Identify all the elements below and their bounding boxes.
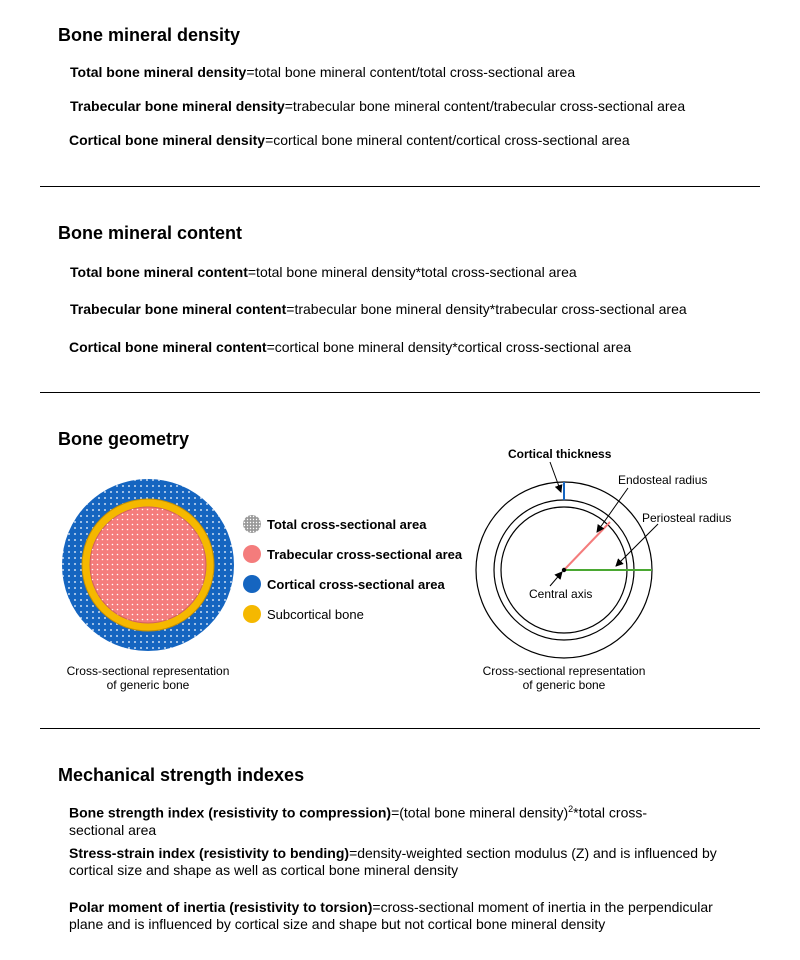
pmi-term: Polar moment of inertia (resistivity to torsion) xyxy=(69,899,373,915)
bsi-exponent: 2 xyxy=(568,804,574,814)
trabecular-bmd-definition: =trabecular bone mineral content/trabecular cross-sectional area xyxy=(284,98,686,114)
trabecular-dot-texture xyxy=(90,507,206,623)
legend-cortical-label: Cortical cross-sectional area xyxy=(267,576,445,592)
endosteal-radius-arrow xyxy=(597,488,628,532)
blue-circle-icon xyxy=(243,575,261,593)
left-caption-line-2: of generic bone xyxy=(106,678,190,692)
dotted-circle-icon xyxy=(243,515,261,533)
left-diagram-caption xyxy=(48,664,248,692)
right-caption-line-1: Cross-sectional representation xyxy=(482,664,646,678)
legend-trabecular-area xyxy=(243,545,462,563)
trabecular-bmc-term: Trabecular bone mineral content xyxy=(70,301,287,317)
total-bmc-definition: =total bone mineral density*total cross-sectional area xyxy=(247,264,577,280)
trabecular-bmd-formula xyxy=(70,98,685,114)
cortical-thickness-label: Cortical thickness xyxy=(508,447,612,461)
section-divider xyxy=(40,728,760,729)
total-bmc-formula xyxy=(70,264,577,280)
legend-cortical-area xyxy=(243,575,445,593)
bsi-definition-part-2: *total cross- xyxy=(573,804,648,821)
cortical-bmc-formula xyxy=(69,339,631,355)
right-diagram-caption xyxy=(464,664,664,692)
central-axis-arrow xyxy=(550,572,562,586)
trabecular-bmc-formula xyxy=(70,301,687,317)
ssi-definition: =density-weighted section modulus (Z) and is influenced by cortical size and shape as well as cortical bone mineral density xyxy=(69,845,717,878)
bsi-term: Bone strength index (resistivity to compression) xyxy=(69,804,392,821)
cortical-bmd-definition: =cortical bone mineral content/cortical cross-sectional area xyxy=(265,132,630,148)
strength-heading: Mechanical strength indexes xyxy=(58,765,305,785)
cortical-bmd-term: Cortical bone mineral density xyxy=(69,132,266,148)
periosteal-radius-label: Periosteal radius xyxy=(642,511,732,525)
bone-geometry-diagram xyxy=(470,440,760,660)
central-axis-label: Central axis xyxy=(529,587,593,601)
pink-circle-icon xyxy=(243,545,261,563)
geometry-heading: Bone geometry xyxy=(58,429,190,449)
legend-subcortical-label: Subcortical bone xyxy=(267,606,364,622)
ssi-term: Stress-strain index (resistivity to bending) xyxy=(69,845,350,861)
trabecular-bmc-definition: =trabecular bone mineral density*trabecular cross-sectional area xyxy=(286,301,687,317)
section-divider xyxy=(40,186,760,187)
trabecular-bmd-term: Trabecular bone mineral density xyxy=(70,98,285,114)
legend-total-label: Total cross-sectional area xyxy=(267,516,427,532)
bsi-definition-part-3: sectional area xyxy=(69,821,157,838)
yellow-circle-icon xyxy=(243,605,261,623)
endosteal-radius-line xyxy=(564,522,610,570)
bsi-definition-part-1: =(total bone mineral density) xyxy=(391,804,569,821)
content-heading: Bone mineral content xyxy=(58,223,243,243)
total-bmd-formula xyxy=(70,64,575,80)
cortical-bmd-formula xyxy=(69,132,630,148)
cortical-bmc-term: Cortical bone mineral content xyxy=(69,339,267,355)
cortical-thickness-arrow xyxy=(550,462,561,492)
bsi-formula xyxy=(69,801,709,839)
central-axis-point xyxy=(562,568,566,572)
total-bmd-definition: =total bone mineral content/total cross-sectional area xyxy=(246,64,576,80)
legend-trabecular-label: Trabecular cross-sectional area xyxy=(267,546,463,562)
pmi-definition: =cross-sectional moment of inertia in the perpendicular plane and is influenced by cortical size and shape but not cortical bone mineral density xyxy=(69,899,713,932)
legend-total-area xyxy=(243,515,426,533)
left-caption-line-1: Cross-sectional representation xyxy=(66,664,230,678)
bone-cross-section-diagram xyxy=(60,477,236,653)
total-bmd-term: Total bone mineral density xyxy=(70,64,247,80)
pmi-formula xyxy=(69,899,734,933)
density-heading: Bone mineral density xyxy=(58,25,241,45)
section-divider xyxy=(40,392,760,393)
ssi-formula xyxy=(69,845,734,879)
cortical-bmc-definition: =cortical bone mineral density*cortical cross-sectional area xyxy=(266,339,632,355)
endosteal-radius-label: Endosteal radius xyxy=(618,473,708,487)
total-bmc-term: Total bone mineral content xyxy=(70,264,248,280)
right-caption-line-2: of generic bone xyxy=(522,678,606,692)
legend-subcortical-bone xyxy=(243,605,364,623)
